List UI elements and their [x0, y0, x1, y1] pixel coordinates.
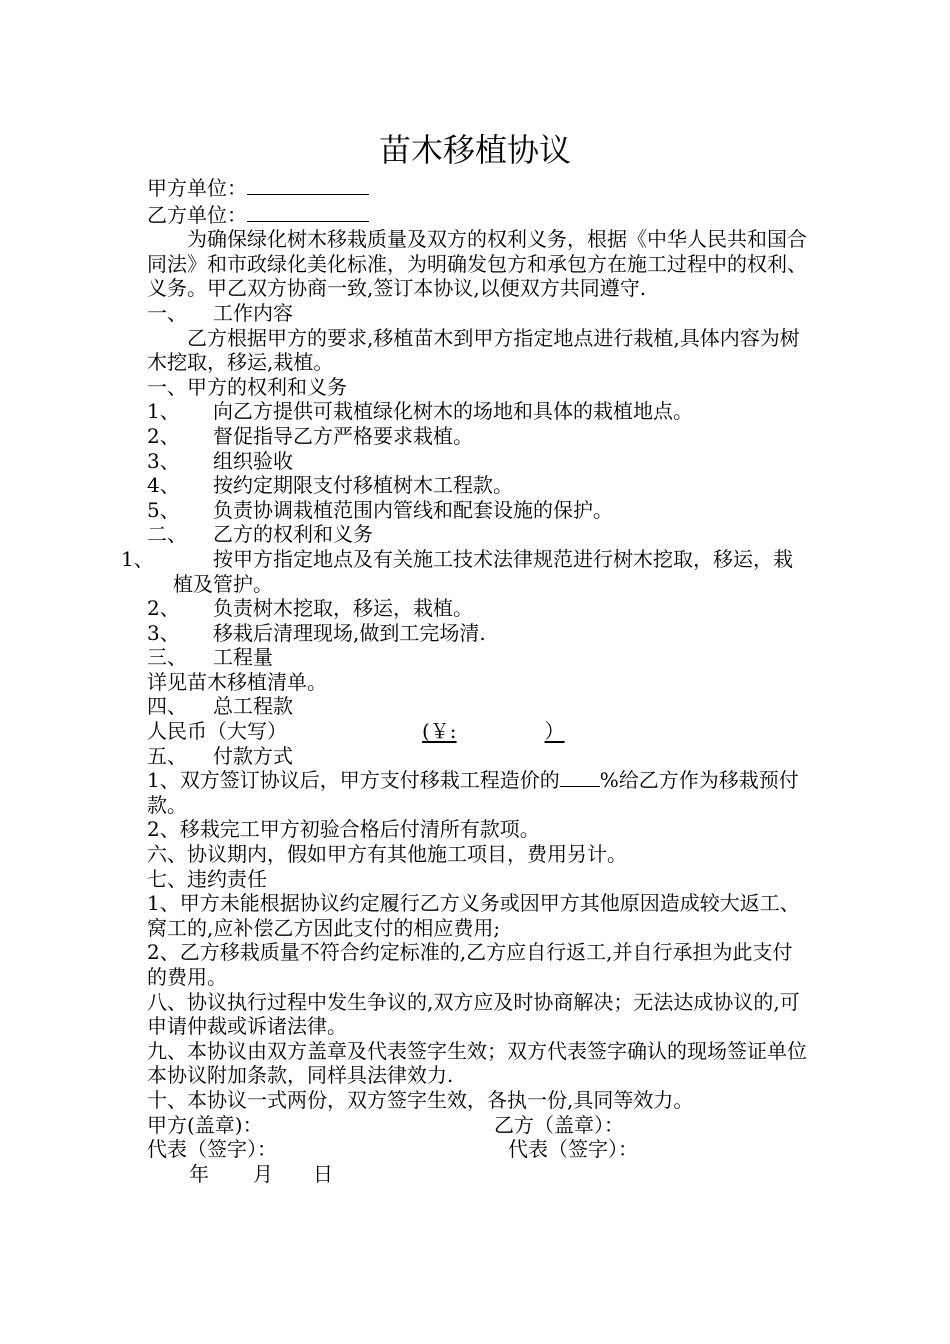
representative-row [147, 1137, 807, 1162]
section-7-heading: 七、违约责任 [147, 866, 267, 891]
party-a-seal-label: 甲方(盖章)： [147, 1112, 263, 1137]
section-a-heading: 一、甲方的权利和义务 [147, 374, 347, 399]
seal-row [147, 1113, 807, 1138]
date-year: 年 [189, 1161, 209, 1186]
list-item: 5、 负责协调栽植范围内管线和配套设施的保护。 [147, 497, 613, 522]
party-a-blank[interactable] [247, 174, 369, 195]
party-b-rep-label: 代表（签字）： [508, 1137, 638, 1162]
list-item: 3、 组织验收 [147, 448, 293, 473]
list-item: 4、 按约定期限支付移植树木工程款。 [147, 473, 513, 498]
total-amount-line [147, 719, 807, 744]
qty-paragraph: 详见苗木移植清单。 [147, 669, 327, 694]
percent-blank[interactable] [560, 768, 600, 787]
party-b-blank[interactable] [247, 201, 369, 222]
section-9: 九、本协议由双方盖章及代表签字生效；双方代表签字确认的现场签证单位本协议附加条款，同样具法律效力. [147, 1038, 807, 1088]
section-total-heading: 四、 总工程款 [147, 694, 293, 719]
date-line [147, 1162, 807, 1187]
list-item: 3、 移栽后清理现场,做到工完场清. [147, 620, 486, 645]
party-b-label: 乙方单位： [147, 202, 247, 227]
intro-paragraph: 为确保绿化树木移栽质量及双方的权利义务，根据《中华人民共和国合同法》和市政绿化美化标准，为明确发包方和承包方在施工过程中的权利、义务。甲乙双方协商一致,签订本协议,以便双方共同遵守. [147, 227, 807, 301]
section-8: 八、协议执行过程中发生争议的,双方应及时协商解决；无法达成协议的,可申请仲裁或诉诸法律。 [147, 989, 800, 1039]
breach-item-1: 1、甲方未能根据协议约定履行乙方义务或因甲方其他原因造成较大返工、窝工的,应补偿乙方因此支付的相应费用; [147, 891, 800, 940]
list-item: 2、 督促指导乙方严格要求栽植。 [147, 423, 473, 448]
work-paragraph: 乙方根据甲方的要求,移植苗木到甲方指定地点进行栽植,具体内容为树木挖取，移运,栽植。 [147, 325, 800, 375]
total-amount-blank[interactable]: (￥: ） [422, 719, 565, 744]
pay-item-2: 2、移栽完工甲方初验合格后付清所有款项。 [147, 817, 540, 842]
section-10: 十、本协议一式两份，双方签字生效，各执一份,具同等效力。 [147, 1087, 694, 1112]
date-day: 日 [313, 1161, 333, 1186]
party-a-rep-label: 代表（签字）： [147, 1137, 277, 1162]
list-item: 2、 负责树木挖取，移运，栽植。 [147, 596, 473, 621]
party-a-label: 甲方单位： [147, 176, 247, 200]
party-a-line [147, 174, 807, 201]
total-amount-label: 人民币（大写） [147, 719, 287, 744]
breach-item-2: 2、乙方移栽质量不符合约定标准的,乙方应自行返工,并自行承担为此支付的费用。 [147, 940, 793, 989]
section-work-heading: 一、 工作内容 [147, 300, 293, 325]
section-b-heading: 二、 乙方的权利和义务 [147, 522, 373, 547]
list-item: 1、 按甲方指定地点及有关施工技术法律规范进行树木挖取，移运，栽植及管护。 [121, 546, 793, 596]
pay-item-1: 1、双方签订协议后，甲方支付移栽工程造价的 %给乙方作为移栽预付款。 [147, 768, 799, 817]
list-item: 1、 向乙方提供可栽植绿化树木的场地和具体的栽植地点。 [147, 399, 693, 424]
section-6: 六、协议期内，假如甲方有其他施工项目，费用另计。 [147, 842, 627, 867]
section-pay-heading: 五、 付款方式 [147, 743, 293, 768]
party-b-line [147, 201, 807, 228]
agreement-body [121, 174, 807, 1186]
section-qty-heading: 三、 工程量 [147, 645, 273, 670]
date-month: 月 [253, 1161, 273, 1186]
page-title: 苗木移植协议 [378, 131, 571, 169]
party-b-seal-label: 乙方（盖章）： [494, 1112, 624, 1137]
